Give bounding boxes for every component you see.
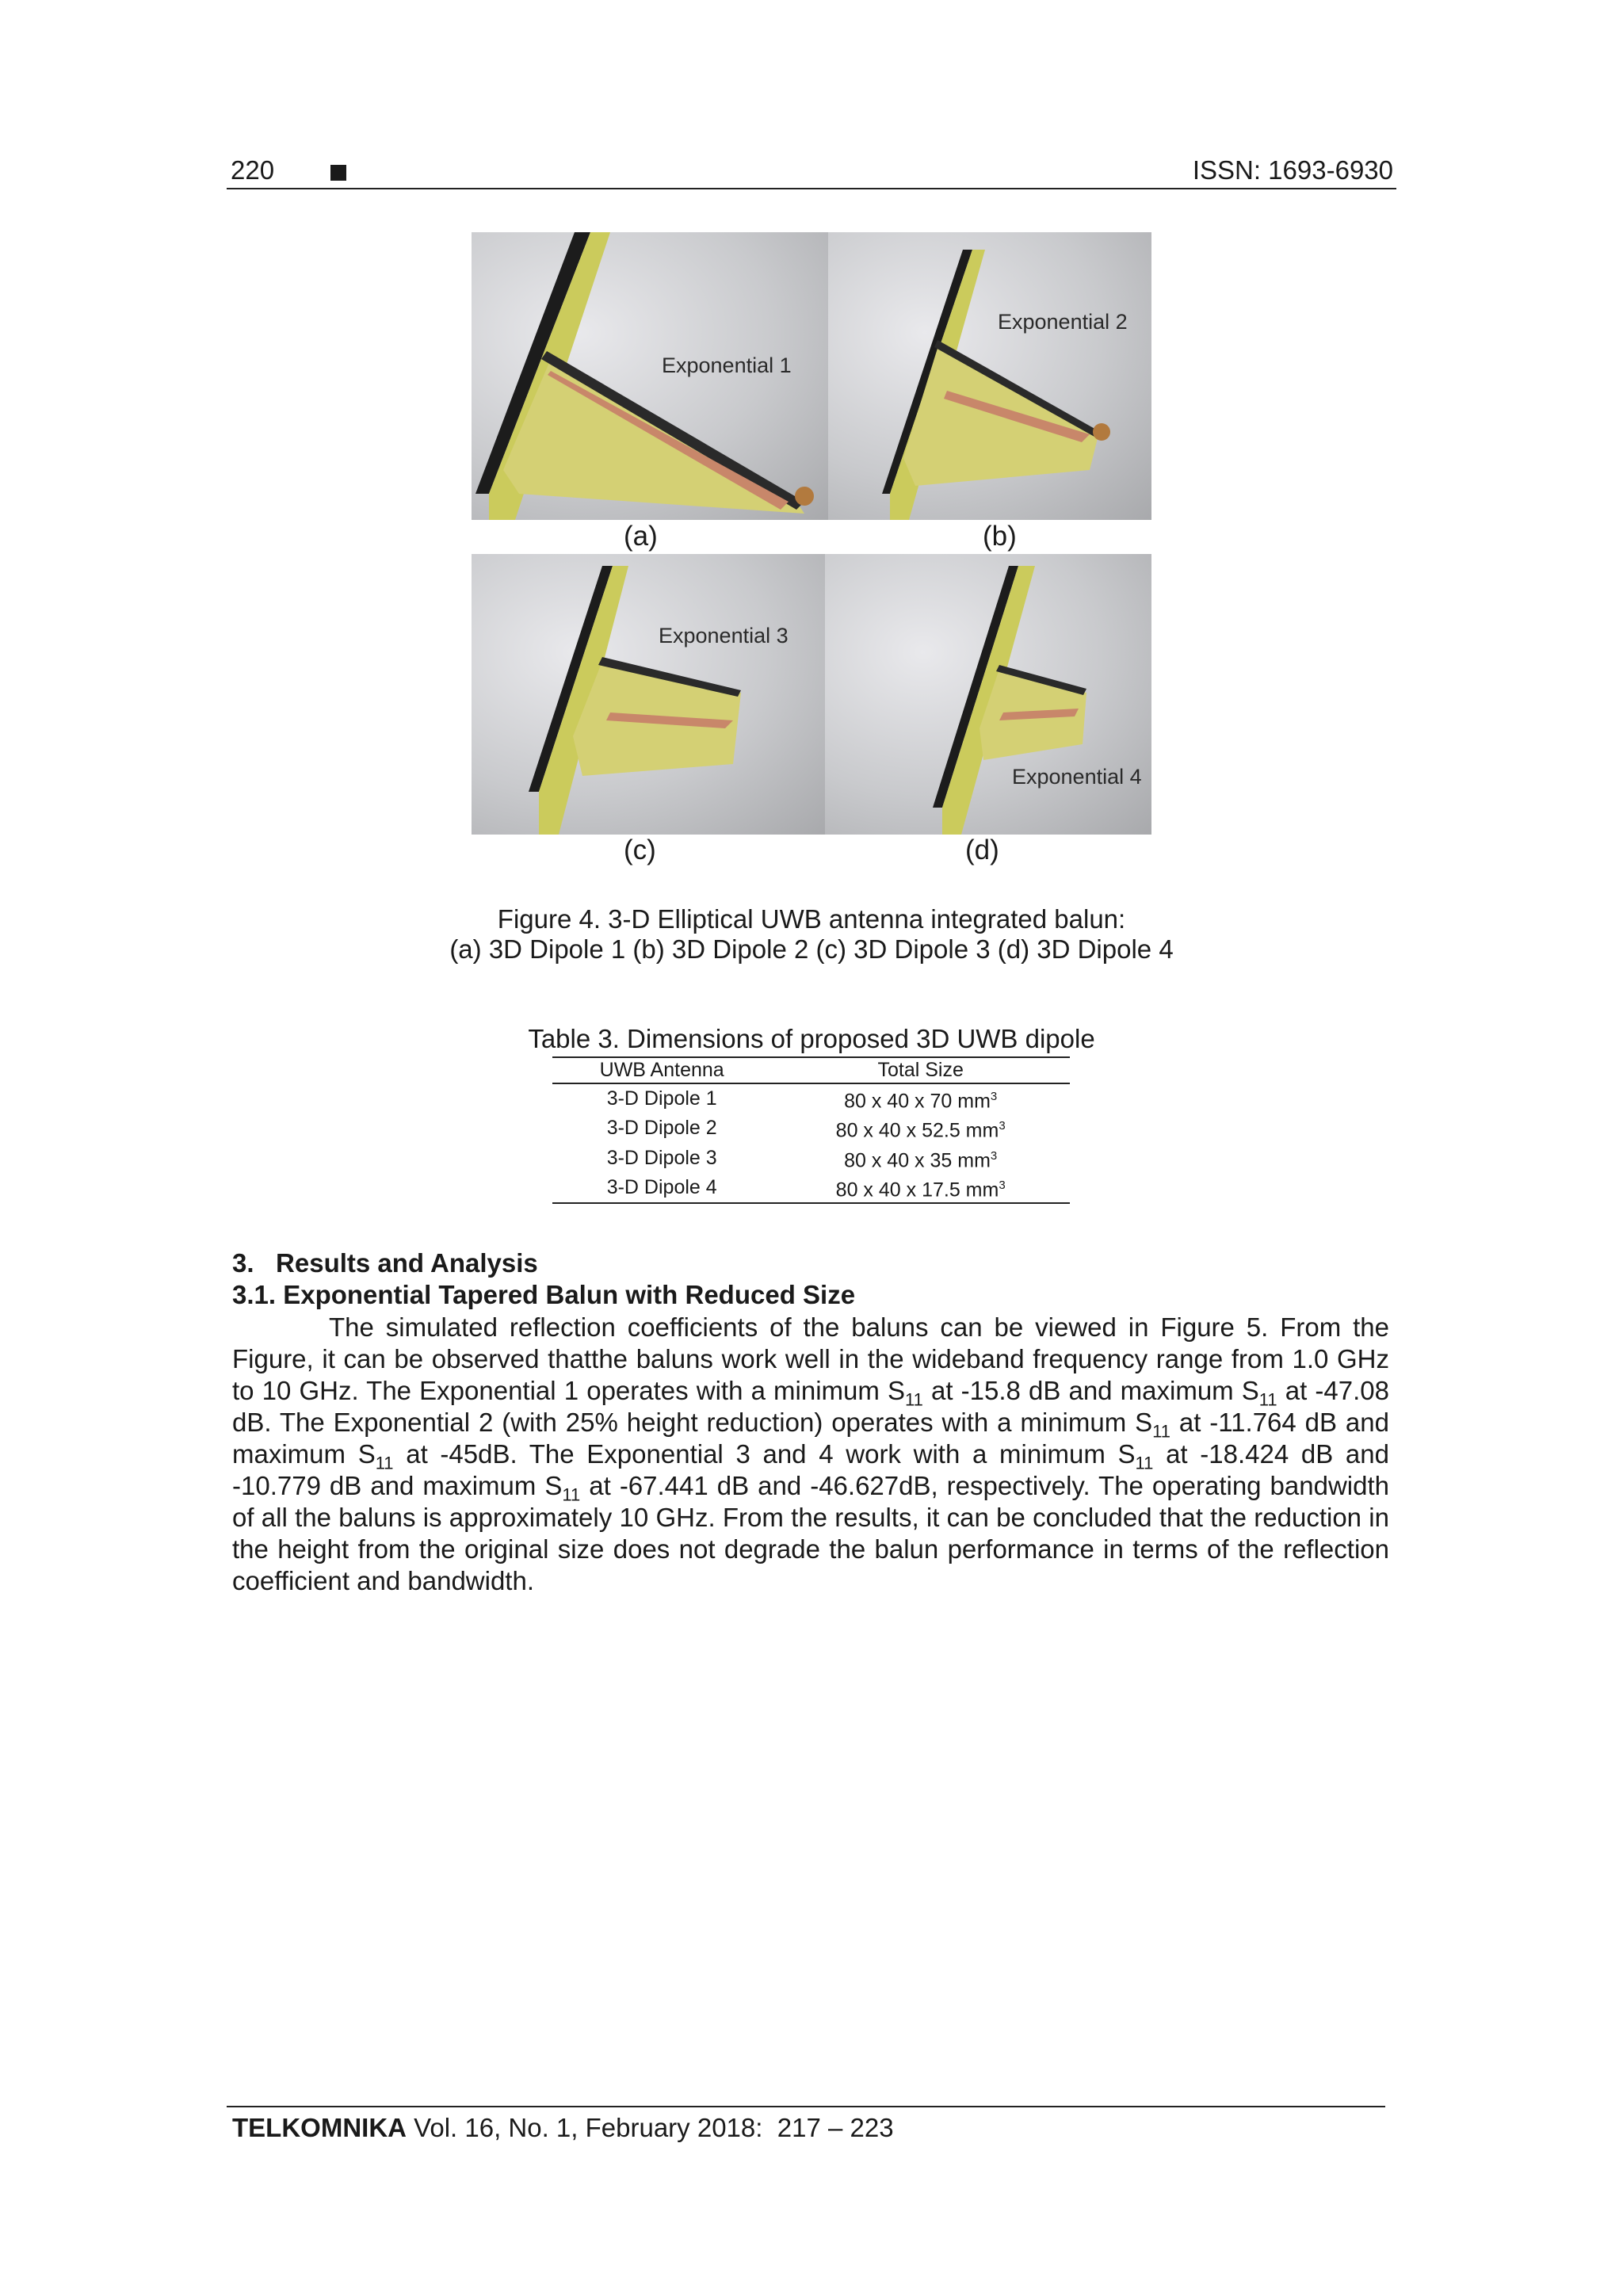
subscript: 11 xyxy=(562,1484,581,1505)
journal-name: TELKOMNIKA xyxy=(232,2113,407,2142)
antenna-photo-b xyxy=(828,232,1151,520)
unit-exponent: 3 xyxy=(990,1148,998,1163)
figure-caption-line-1: Figure 4. 3-D Elliptical UWB antenna integrated balun: xyxy=(497,904,1126,934)
text-run: at -15.8 dB and maximum S xyxy=(922,1376,1259,1405)
citation-text: Vol. 16, No. 1, February 2018: 217 – 223 xyxy=(406,2113,894,2142)
table-row xyxy=(552,1114,1070,1143)
table-header-row xyxy=(552,1057,1070,1083)
cell-size xyxy=(771,1144,1070,1173)
subsection-heading: 3.1. Exponential Tapered Balun with Reduced Size xyxy=(232,1280,856,1309)
footer-citation xyxy=(232,2113,894,2143)
cell-size xyxy=(771,1114,1070,1143)
section-heading: 3. Results and Analysis xyxy=(232,1248,538,1278)
text-run: at -45dB. The Exponential 3 and 4 work with a minimum S xyxy=(393,1439,1136,1469)
antenna-photo-d xyxy=(825,554,1151,835)
size-value: 80 x 40 x 35 mm xyxy=(844,1148,991,1171)
subscript: 11 xyxy=(1152,1421,1170,1442)
subscript: 11 xyxy=(905,1389,923,1410)
footer-rule xyxy=(227,2106,1385,2107)
unit-exponent: 3 xyxy=(999,1119,1006,1133)
header-rule xyxy=(227,188,1396,189)
antenna-photo-c xyxy=(472,554,825,835)
photo-label: Exponential 2 xyxy=(998,310,1128,334)
photo-label: Exponential 3 xyxy=(659,624,789,648)
table-row xyxy=(552,1173,1070,1203)
subscript: 11 xyxy=(375,1453,394,1473)
cell-antenna: 3-D Dipole 3 xyxy=(606,1146,717,1169)
text-run: The simulated reflection coefficients of the baluns can be viewed in Figure 5. From the Figure, it can be observed thatthe baluns work well in the wideband frequency range from 1.0 GHz to 10 GHz. The Exponential 1 operates with a minimum S xyxy=(232,1312,1389,1405)
unit-exponent: 3 xyxy=(990,1090,998,1103)
text-run: at -11.764 dB and maximum S xyxy=(232,1408,1389,1469)
photo-exponential-4 xyxy=(825,554,1151,835)
text-run: at -18.424 dB and -10.779 dB and maximum S xyxy=(232,1439,1389,1500)
subscript: 11 xyxy=(1135,1453,1154,1473)
header-square-icon xyxy=(330,165,346,181)
body-paragraph xyxy=(232,1312,1389,1597)
photo-exponential-3 xyxy=(472,554,825,835)
cell-antenna: 3-D Dipole 4 xyxy=(552,1173,771,1203)
subfigure-label-d: (d) xyxy=(965,835,999,865)
subfigure-label-b: (b) xyxy=(983,521,1017,552)
subfigure-label-a: (a) xyxy=(624,521,658,552)
photo-exponential-1 xyxy=(472,232,828,520)
issn: ISSN: 1693-6930 xyxy=(1192,155,1393,185)
cell-antenna: 3-D Dipole 2 xyxy=(606,1117,717,1140)
table-caption: Table 3. Dimensions of proposed 3D UWB dipole xyxy=(528,1024,1095,1053)
cell-antenna: 3-D Dipole 1 xyxy=(606,1087,717,1110)
subscript: 11 xyxy=(1258,1389,1277,1410)
photo-exponential-2 xyxy=(828,232,1151,520)
dimensions-table xyxy=(552,1056,1070,1204)
photo-label: Exponential 4 xyxy=(1012,765,1142,789)
unit-exponent: 3 xyxy=(999,1178,1006,1192)
column-header-size: Total Size xyxy=(771,1057,1070,1083)
text-run: at -67.441 dB and -46.627dB, respectively. The operating bandwidth of all the baluns is approximately 10 GHz. From the results, it can be concluded that the reduction in the height from the original size does not degrade the balun performance in terms of the reflection coefficient and bandwidth. xyxy=(232,1471,1389,1595)
table-row xyxy=(552,1083,1070,1114)
photo-label: Exponential 1 xyxy=(662,353,792,377)
page-number: 220 xyxy=(231,155,275,185)
size-value: 80 x 40 x 70 mm xyxy=(844,1090,991,1113)
size-value: 80 x 40 x 17.5 mm xyxy=(835,1179,999,1201)
table-row xyxy=(552,1144,1070,1173)
cell-size xyxy=(771,1083,1070,1114)
figure-caption-line-2: (a) 3D Dipole 1 (b) 3D Dipole 2 (c) 3D Dipole 3 (d) 3D Dipole 4 xyxy=(449,934,1174,964)
column-header-antenna: UWB Antenna xyxy=(552,1057,771,1083)
size-value: 80 x 40 x 52.5 mm xyxy=(835,1119,999,1142)
subfigure-label-c: (c) xyxy=(624,835,656,865)
text-run: at -47.08 dB. The Exponential 2 (with 25% height reduction) operates with a minimum S xyxy=(232,1376,1389,1437)
cell-size xyxy=(771,1173,1070,1203)
